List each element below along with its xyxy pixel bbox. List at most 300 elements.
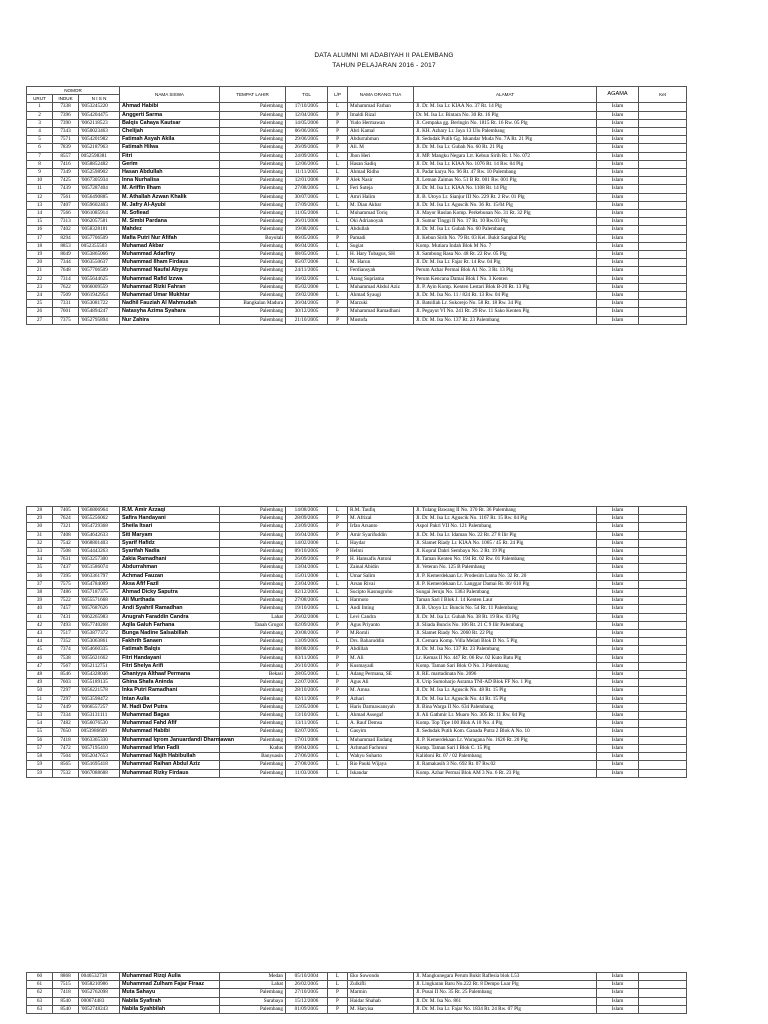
induk-cell: 8294: [53, 234, 79, 242]
nisn-cell: '0053257300: [79, 556, 120, 564]
induk-cell: 7457: [53, 605, 79, 613]
induk-cell: 7314: [53, 275, 79, 283]
urut-cell: 46: [27, 654, 53, 662]
ket-cell: [639, 597, 687, 605]
alamat-cell: Jl. Veteran No. 125 B Palembang: [414, 564, 597, 572]
nama-cell: Fatimah Asyah Akila: [120, 136, 220, 144]
tgl-cell: 16/04/2005: [286, 531, 328, 539]
header-induk: INDUK: [53, 95, 79, 103]
ortu-cell: Feri Suteja: [348, 185, 414, 193]
ket-cell: [639, 275, 687, 283]
urut-cell: 10: [27, 177, 53, 185]
agama-cell: Islam: [597, 654, 639, 662]
tgl-cell: 14/08/2005: [286, 507, 328, 515]
alamat-cell: Jl. Kebun Sirih No. 79 Rt. 03 Kel. Bukit Sangkal Plg: [414, 234, 597, 242]
table-row: [27, 234, 687, 242]
urut-cell: 34: [27, 556, 53, 564]
agama-cell: Islam: [597, 997, 639, 1005]
alamat-cell: Kalidoni Rt. 07 / 02 Palembang: [414, 753, 597, 761]
nisn-cell: '0052047653: [79, 753, 120, 761]
tempat-cell: Palembang: [220, 646, 286, 654]
induk-cell: 7396: [53, 111, 79, 119]
alamat-cell: Perum Azhar Permai Blok A1 No. 3 Rt. 13 Plg: [414, 267, 597, 275]
nisn-cell: '0062057581: [79, 218, 120, 226]
nama-cell: M. Hadi Dwi Putra: [120, 703, 220, 711]
nama-cell: Aksa Afif Fazil: [120, 580, 220, 588]
induk-cell: 8540: [53, 1005, 79, 1013]
nisn-cell: '0054443263: [79, 548, 120, 556]
lp-cell: L: [328, 218, 348, 226]
tempat-cell: Palembang: [220, 275, 286, 283]
nama-cell: Anggerti Sarma: [120, 111, 220, 119]
tgl-cell: 05/10/2004: [286, 973, 328, 981]
nama-cell: Muhammad Ilham Firdaus: [120, 259, 220, 267]
nama-cell: Muhammad Zulham Fajar Firaaz: [120, 981, 220, 989]
tempat-cell: Palembang: [220, 292, 286, 300]
urut-cell: 45: [27, 646, 53, 654]
induk-cell: 7395: [53, 572, 79, 580]
nama-cell: Muhammad Irfan Fadli: [120, 744, 220, 752]
ortu-cell: Haydar: [348, 539, 414, 547]
induk-cell: 8540: [53, 997, 79, 1005]
tgl-cell: 06/06/2005: [286, 128, 328, 136]
ket-cell: [639, 119, 687, 127]
tgl-cell: 08/05/2005: [286, 251, 328, 259]
nama-cell: Anugrah Faraddin Candra: [120, 613, 220, 621]
tgl-cell: 29/06/2005: [286, 136, 328, 144]
tgl-cell: 12/05/2006: [286, 703, 328, 711]
tgl-cell: 26/02/2005: [286, 981, 328, 989]
ortu-cell: Abdillah: [348, 646, 414, 654]
tgl-cell: 15/12/2006: [286, 997, 328, 1005]
tgl-cell: 05/02/2006: [286, 283, 328, 291]
nisn-cell: '0055189135: [79, 679, 120, 687]
ortu-cell: Kusmayadi: [348, 662, 414, 670]
ortu-cell: Sugiat: [348, 242, 414, 250]
ket-cell: [639, 989, 687, 997]
table-row: [27, 997, 687, 1005]
urut-cell: 32: [27, 539, 53, 547]
lp-cell: L: [328, 226, 348, 234]
lp-cell: L: [328, 267, 348, 275]
alamat-cell: Jl. Pusai II No. 35 Rt. 25 Palembang: [414, 989, 597, 997]
ket-cell: [639, 169, 687, 177]
ortu-cell: Andi Iming: [348, 605, 414, 613]
nisn-cell: '0063365330: [79, 736, 120, 744]
induk-cell: 7437: [53, 564, 79, 572]
induk-cell: 8853: [53, 242, 79, 250]
alamat-cell: Jl. RE. martadinata No. 2096: [414, 671, 597, 679]
agama-cell: Islam: [597, 548, 639, 556]
urut-cell: 36: [27, 572, 53, 580]
nisn-cell: '0056221578: [79, 687, 120, 695]
tempat-cell: Palembang: [220, 283, 286, 291]
ortu-cell: M. Harun: [348, 259, 414, 267]
nisn-cell: '0054204475: [79, 111, 120, 119]
alamat-cell: Dr. M. Isa Lr. Bintara No. 30 Rt. 16 Plg: [414, 111, 597, 119]
induk-cell: 7622: [53, 283, 79, 291]
alamat-cell: Jl. Sambung Rasa No. 48 Rt. 22 Rw. 05 Plg: [414, 251, 597, 259]
nama-cell: Muhammad Rafid Izzwa: [120, 275, 220, 283]
tempat-cell: Palembang: [220, 259, 286, 267]
induk-cell: 7522: [53, 597, 79, 605]
agama-cell: Islam: [597, 283, 639, 291]
induk-cell: 7418: [53, 736, 79, 744]
lp-cell: L: [328, 736, 348, 744]
ket-cell: [639, 613, 687, 621]
induk-cell: 7321: [53, 523, 79, 531]
agama-cell: Islam: [597, 761, 639, 769]
ortu-cell: Ali. M: [348, 144, 414, 152]
tgl-cell: 27/08/2005: [286, 185, 328, 193]
tempat-cell: Palembang: [220, 218, 286, 226]
induk-cell: 7408: [53, 531, 79, 539]
header-lp: L/P: [328, 87, 348, 103]
urut-cell: 7: [27, 152, 53, 160]
nisn-cell: '0052795894: [79, 316, 120, 324]
urut-cell: 43: [27, 630, 53, 638]
table-row: [27, 989, 687, 997]
induk-cell: 7297: [53, 695, 79, 703]
tgl-cell: 17/09/2005: [286, 201, 328, 209]
ortu-cell: Ferdiansyah: [348, 267, 414, 275]
induk-cell: 7402: [53, 226, 79, 234]
tgl-cell: 24/09/2005: [286, 152, 328, 160]
nama-cell: Muta Sahayu: [120, 989, 220, 997]
lp-cell: L: [328, 210, 348, 218]
agama-cell: Islam: [597, 251, 639, 259]
ket-cell: [639, 193, 687, 201]
tgl-cell: 09/10/2005: [286, 548, 328, 556]
header-urut: URUT: [27, 95, 53, 103]
lp-cell: L: [328, 275, 348, 283]
table-row: [27, 589, 687, 597]
agama-cell: Islam: [597, 662, 639, 670]
table-row: [27, 654, 687, 662]
table-row: [27, 169, 687, 177]
tgl-cell: 01/09/2005: [286, 1005, 328, 1013]
urut-cell: 54: [27, 720, 53, 728]
tempat-cell: Palembang: [220, 539, 286, 547]
nama-cell: Ahmad Habibi: [120, 103, 220, 111]
tgl-cell: 19/02/2006: [286, 292, 328, 300]
agama-cell: Islam: [597, 572, 639, 580]
nisn-cell: '0053245220: [79, 103, 120, 111]
nama-cell: Mafia Putri Nur Afifah: [120, 234, 220, 242]
nisn-cell: '0057740268: [79, 621, 120, 629]
agama-cell: Islam: [597, 556, 639, 564]
nama-cell: Balqis Cahaya Kautsar: [120, 119, 220, 127]
lp-cell: L: [328, 251, 348, 259]
urut-cell: 62: [27, 989, 53, 997]
tempat-cell: Palembang: [220, 654, 286, 662]
alamat-cell: Jl. Sedudak Putih Gg. Iskandar Muda No. 7A Rt. 21 Plg: [414, 136, 597, 144]
alumni-table-1: [26, 86, 687, 325]
urut-cell: 21: [27, 267, 53, 275]
table-row: [27, 300, 687, 308]
agama-cell: Islam: [597, 300, 639, 308]
ortu-cell: Wahyu Suharto: [348, 753, 414, 761]
lp-cell: P: [328, 997, 348, 1005]
agama-cell: Islam: [597, 185, 639, 193]
ortu-cell: Muhammad Ramadhani: [348, 308, 414, 316]
lp-cell: P: [328, 316, 348, 324]
lp-cell: P: [328, 687, 348, 695]
nisn-cell: '0059602403: [79, 201, 120, 209]
ket-cell: [639, 185, 687, 193]
induk-cell: 7349: [53, 169, 79, 177]
header-tgl: TGL: [286, 87, 328, 103]
ortu-cell: R.M. Taufiq: [348, 507, 414, 515]
agama-cell: Islam: [597, 234, 639, 242]
induk-cell: 7601: [53, 308, 79, 316]
induk-cell: 7493: [53, 621, 79, 629]
induk-cell: 7472: [53, 744, 79, 752]
table-row: [27, 687, 687, 695]
nisn-cell: '0066557257: [79, 703, 120, 711]
urut-cell: 24: [27, 292, 53, 300]
tempat-cell: Palembang: [220, 152, 286, 160]
nisn-cell: '0052112751: [79, 662, 120, 670]
urut-cell: 18: [27, 242, 53, 250]
nama-cell: Inka Putri Ramadhani: [120, 687, 220, 695]
lp-cell: P: [328, 695, 348, 703]
tgl-cell: 08/08/2005: [286, 646, 328, 654]
tgl-cell: 24/11/2005: [286, 267, 328, 275]
tgl-cell: 26/09/2005: [286, 556, 328, 564]
urut-cell: 1: [27, 103, 53, 111]
alamat-cell: Jl. Kopral Dahri Sembayu No. 2 Rt. 19 Plg: [414, 548, 597, 556]
ortu-cell: Pamadi: [348, 234, 414, 242]
ket-cell: [639, 769, 687, 777]
alamat-cell: Jl. P. Ayin Komp. Kenten Lestari Blok B-20 Rt. 13 Plg: [414, 283, 597, 291]
tempat-cell: Palembang: [220, 662, 286, 670]
ket-cell: [639, 564, 687, 572]
agama-cell: Islam: [597, 989, 639, 997]
alamat-cell: Jl. Dr. M. Isa Lr. KIAA No. 37 Rt. 14 Plg: [414, 103, 597, 111]
ortu-cell: M. Dian Akbar: [348, 201, 414, 209]
alamat-cell: Jl. MP. Mangku Negara Lrr. Kebun Sirih Rt. 1 No. 072: [414, 152, 597, 160]
table-row: [27, 242, 687, 250]
tempat-cell: Palembang: [220, 251, 286, 259]
induk-cell: 7624: [53, 515, 79, 523]
induk-cell: 8546: [53, 671, 79, 679]
nisn-cell: '0052762098: [79, 989, 120, 997]
induk-cell: 7839: [53, 144, 79, 152]
table-row: [27, 210, 687, 218]
ket-cell: [639, 259, 687, 267]
header-nama: NAMA SISWA: [120, 87, 220, 103]
tempat-cell: Palembang: [220, 638, 286, 646]
lp-cell: L: [328, 283, 348, 291]
ortu-cell: M. Haryisa: [348, 1005, 414, 1013]
nama-cell: Inna Nurhalisa: [120, 177, 220, 185]
nisn-cell: '0058852482: [79, 160, 120, 168]
nama-cell: Muhamad Akbar: [120, 242, 220, 250]
agama-cell: Islam: [597, 720, 639, 728]
nama-cell: Gerim: [120, 160, 220, 168]
induk-cell: 8049: [53, 251, 79, 259]
urut-cell: 28: [27, 507, 53, 515]
lp-cell: L: [328, 201, 348, 209]
nisn-cell: '0063361797: [79, 572, 120, 580]
ortu-cell: Hasan Sadiq: [348, 160, 414, 168]
alamat-cell: Komp. Taman Sari I Blok C. 15 Plg: [414, 744, 597, 752]
agama-cell: Islam: [597, 531, 639, 539]
urut-cell: 50: [27, 687, 53, 695]
table-row: [27, 630, 687, 638]
tgl-cell: 28/09/2005: [286, 515, 328, 523]
induk-cell: 7486: [53, 589, 79, 597]
nama-cell: Nadhil Fauziah Al Mahmudah: [120, 300, 220, 308]
agama-cell: Islam: [597, 177, 639, 185]
nama-cell: Siti Maryam: [120, 531, 220, 539]
tempat-cell: Palembang: [220, 136, 286, 144]
induk-cell: 7542: [53, 539, 79, 547]
nisn-cell: 0053986609: [79, 728, 120, 736]
nisn-cell: '0053081722: [79, 300, 120, 308]
tgl-cell: 28/10/2005: [286, 687, 328, 695]
lp-cell: P: [328, 119, 348, 127]
ket-cell: [639, 695, 687, 703]
induk-cell: 7566: [53, 210, 79, 218]
nama-cell: Safira Handayani: [120, 515, 220, 523]
nama-cell: M. Simbi Pardana: [120, 218, 220, 226]
alamat-cell: Jl. P. Kemerdekaan Lr. Langgar Damai Rt. 06/ 610 Plg: [414, 580, 597, 588]
ket-cell: [639, 160, 687, 168]
tempat-cell: Palembang: [220, 185, 286, 193]
agama-cell: Islam: [597, 744, 639, 752]
alamat-cell: Jl. Dr. M. Isa Lr. Aguscik No. 36 Rt. 15/04 Plg: [414, 201, 597, 209]
ortu-cell: Alek Nasir: [348, 177, 414, 185]
induk-cell: 7343: [53, 128, 79, 136]
alamat-cell: Komp. Azhar Permai Blok AM 3 No. 6 Rt. 23 Plg: [414, 769, 597, 777]
lp-cell: L: [328, 973, 348, 981]
agama-cell: Islam: [597, 193, 639, 201]
agama-cell: Islam: [597, 128, 639, 136]
header-agama: AGAMA: [597, 87, 639, 103]
table-row: [27, 185, 687, 193]
nisn-cell: '0057195410: [79, 744, 120, 752]
lp-cell: P: [328, 654, 348, 662]
urut-cell: 58: [27, 753, 53, 761]
agama-cell: Islam: [597, 597, 639, 605]
table-row: [27, 218, 687, 226]
alamat-cell: Jl. Dr. M. Isa Lr. KIAA No. 1076 Rt. 14 Rw. 04 Plg: [414, 160, 597, 168]
header-nomor: NOMOR: [27, 87, 120, 95]
nama-cell: Chelijah: [120, 128, 220, 136]
tgl-cell: 06/04/2005: [286, 242, 328, 250]
nama-cell: Syarifah Nadia: [120, 548, 220, 556]
urut-cell: 4: [27, 128, 53, 136]
ket-cell: [639, 136, 687, 144]
ket-cell: [639, 210, 687, 218]
table-row: [27, 769, 687, 777]
lp-cell: L: [328, 761, 348, 769]
ortu-cell: Rio Pauki Wijaya: [348, 761, 414, 769]
ortu-cell: Drs. Baharuddin: [348, 638, 414, 646]
agama-cell: Islam: [597, 136, 639, 144]
tgl-cell: 27/08/2005: [286, 761, 328, 769]
tempat-cell: Palembang: [220, 695, 286, 703]
agama-cell: Islam: [597, 169, 639, 177]
alamat-cell: Komp. Top Tipe 100 Blok A 10 No. 4 Plg: [414, 720, 597, 728]
ket-cell: [639, 736, 687, 744]
lp-cell: P: [328, 630, 348, 638]
nisn-cell: '0053877372: [79, 630, 120, 638]
tgl-cell: 27/08/2005: [286, 597, 328, 605]
lp-cell: P: [328, 111, 348, 119]
ket-cell: [639, 242, 687, 250]
tempat-cell: Palembang: [220, 1005, 286, 1013]
lp-cell: L: [328, 169, 348, 177]
nisn-cell: 0052355503: [79, 242, 120, 250]
urut-cell: 13: [27, 201, 53, 209]
table-row: [27, 744, 687, 752]
urut-cell: 38: [27, 589, 53, 597]
table-row: [27, 761, 687, 769]
tempat-cell: Palembang: [220, 177, 286, 185]
ortu-cell: Muhammad Abdul Aziz: [348, 283, 414, 291]
lp-cell: P: [328, 531, 348, 539]
alamat-cell: Jl. P. Kemerdekaan Lr. Waragana No. 1626 Rt. 20 Plg: [414, 736, 597, 744]
table-row: [27, 275, 687, 283]
tgl-cell: 17/01/2006: [286, 736, 328, 744]
tgl-cell: 11/11/2005: [286, 169, 328, 177]
tgl-cell: 02/09/2005: [286, 621, 328, 629]
ket-cell: [639, 531, 687, 539]
induk-cell: 7538: [53, 654, 79, 662]
table-row: [27, 316, 687, 324]
tgl-cell: 12/04/2005: [286, 111, 328, 119]
lp-cell: P: [328, 128, 348, 136]
table-row: [27, 267, 687, 275]
tempat-cell: Palembang: [220, 728, 286, 736]
urut-cell: 6: [27, 144, 53, 152]
induk-cell: 7352: [53, 638, 79, 646]
lp-cell: P: [328, 144, 348, 152]
urut-cell: 53: [27, 712, 53, 720]
table-row: [27, 646, 687, 654]
nisn-cell: '0051695418: [79, 761, 120, 769]
alamat-cell: Jl. Sumur Tinggi II No. 17 Rt. 10 Rw.03 Plg: [414, 218, 597, 226]
tempat-cell: Palembang: [220, 128, 286, 136]
nama-cell: Muhammad Iqrom Januardandi Dharmawan: [120, 736, 220, 744]
urut-cell: 63: [27, 1005, 53, 1013]
lp-cell: P: [328, 300, 348, 308]
tgl-cell: 11/05/2006: [286, 210, 328, 218]
tgl-cell: 02/12/2005: [286, 589, 328, 597]
tgl-cell: 19/10/2005: [286, 605, 328, 613]
nama-cell: M. Athallah Azwan Khalik: [120, 193, 220, 201]
tgl-cell: 13/09/2005: [286, 638, 328, 646]
urut-cell: 5: [27, 136, 53, 144]
ket-cell: [639, 580, 687, 588]
alamat-cell: Jl. Ali Gathmir Lr. Muaro No. 305 Rt. 11 Rw. 04 Plg: [414, 712, 597, 720]
agama-cell: Islam: [597, 630, 639, 638]
nama-cell: Muhammad Fahd Afif: [120, 720, 220, 728]
table-row: [27, 144, 687, 152]
alamat-cell: Komp. Mutiara Indah Blok M No. 7: [414, 242, 597, 250]
nama-cell: Natasyha Azima Syahara: [120, 308, 220, 316]
nisn-cell: 0046532738: [79, 973, 120, 981]
urut-cell: 15: [27, 218, 53, 226]
tgl-cell: 26/04/2005: [286, 300, 328, 308]
ket-cell: [639, 728, 687, 736]
ket-cell: [639, 177, 687, 185]
agama-cell: Islam: [597, 981, 639, 989]
agama-cell: Islam: [597, 703, 639, 711]
